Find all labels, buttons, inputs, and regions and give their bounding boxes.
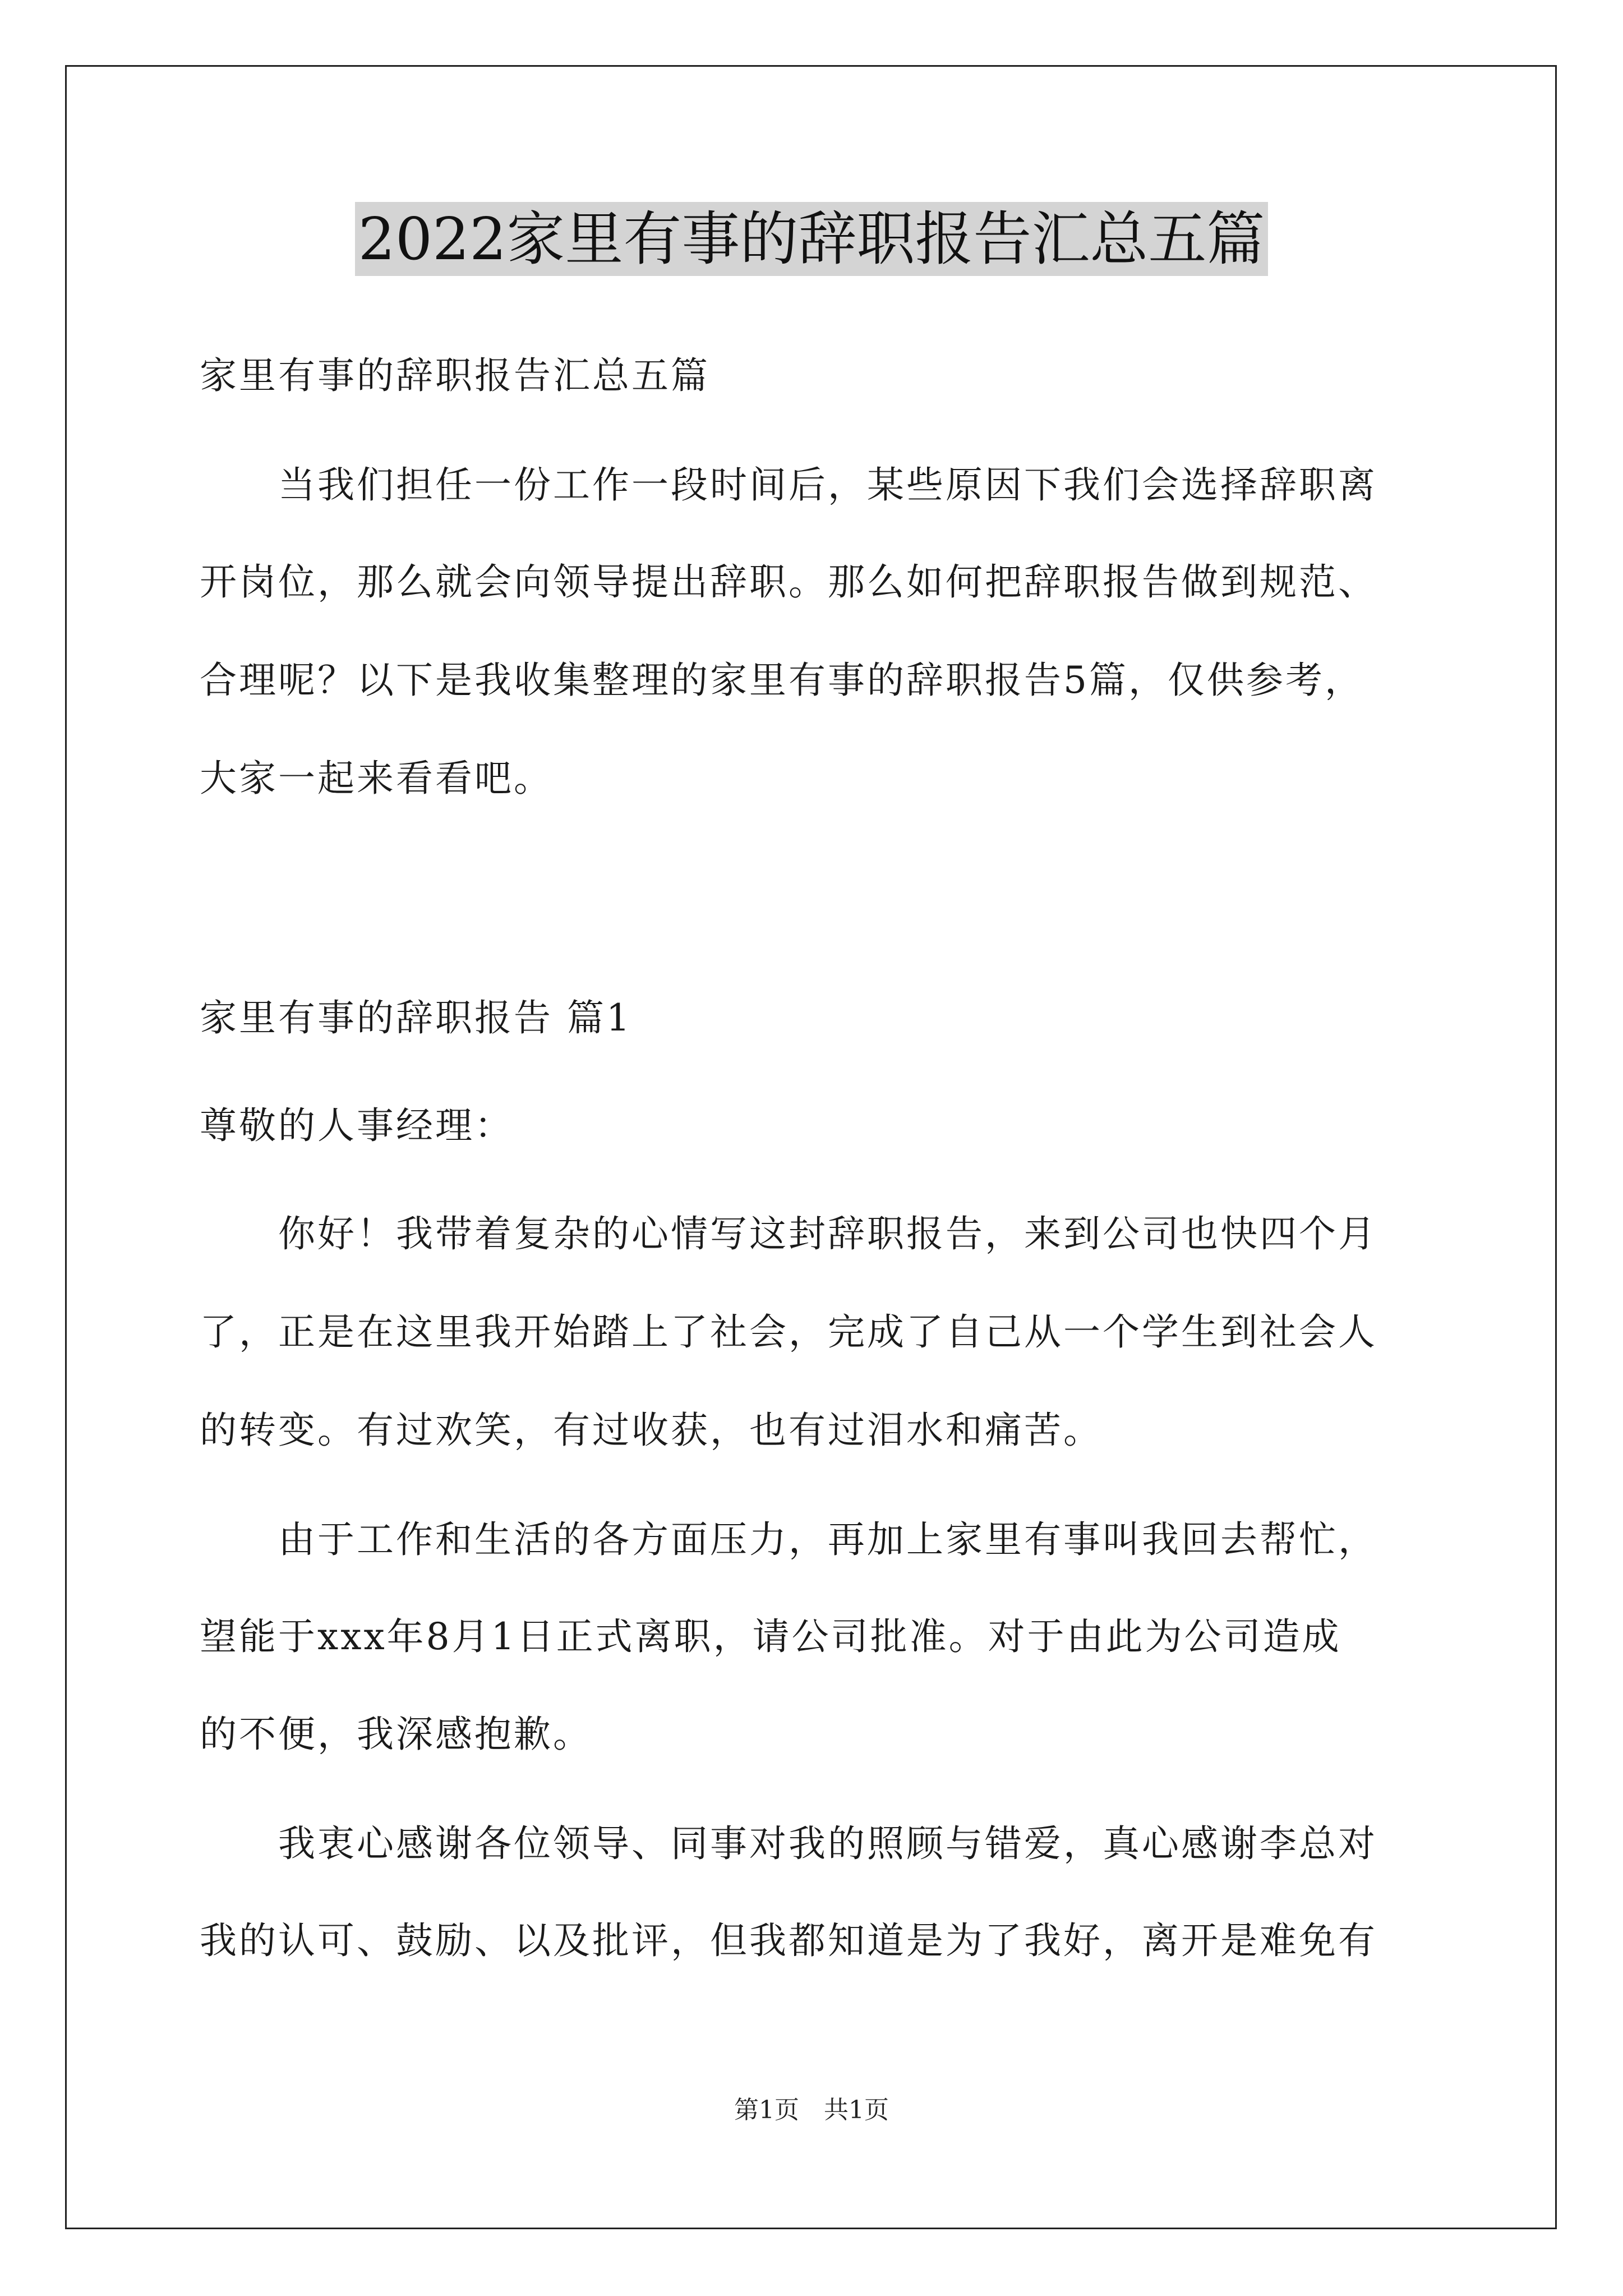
paragraph-line: 合理呢？以下是我收集整理的家里有事的辞职报告5篇，仅供参考， (200, 659, 1364, 702)
page-footer: 第1页 共1页 (734, 2096, 889, 2124)
paragraph-line: 大家一起来看看吧。 (200, 757, 553, 800)
paragraph-line: 由于工作和生活的各方面压力，再加上家里有事叫我回去帮忙， (200, 1518, 1377, 1561)
paragraph-line: 你好！我带着复杂的心情写这封辞职报告，来到公司也快四个月 (200, 1212, 1377, 1255)
paragraph-line: 我衷心感谢各位领导、同事对我的照顾与错爱，真心感谢李总对 (200, 1822, 1377, 1865)
paragraph-line: 我的认可、鼓励、以及批评，但我都知道是为了我好，离开是难免有 (200, 1919, 1377, 1962)
paragraph-line: 的转变。有过欢笑，有过收获，也有过泪水和痛苦。 (200, 1409, 1103, 1452)
paragraph-line: 望能于xxx年8月1日正式离职，请公司批准。对于由此为公司造成 (200, 1615, 1341, 1658)
title-container (0, 202, 1623, 276)
document-title: 2022家里有事的辞职报告汇总五篇 (355, 202, 1269, 276)
paragraph-line: 当我们担任一份工作一段时间后，某些原因下我们会选择辞职离 (200, 463, 1377, 507)
paragraph-line: 开岗位，那么就会向领导提出辞职。那么如何把辞职报告做到规范、 (200, 560, 1377, 604)
section-heading: 家里有事的辞职报告 篇1 (200, 996, 632, 1039)
salutation-line: 尊敬的人事经理： (200, 1104, 514, 1147)
paragraph-line: 的不便，我深感抱歉。 (200, 1713, 592, 1756)
paragraph-line: 了，正是在这里我开始踏上了社会，完成了自己从一个学生到社会人 (200, 1310, 1377, 1354)
subtitle-line: 家里有事的辞职报告汇总五篇 (200, 354, 710, 397)
